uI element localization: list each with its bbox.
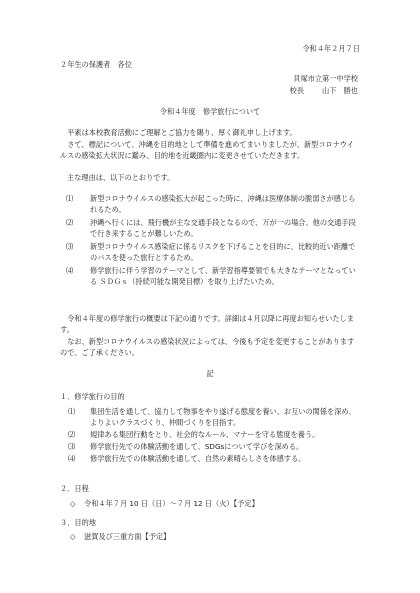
purpose-item bbox=[60, 406, 360, 428]
section-heading-destination: ３．目的地 bbox=[60, 518, 96, 527]
paragraph-overview: 令和４年度の修学旅行の概要は下記の通りです。詳細は４月以降に再度お知らせいたします。 bbox=[60, 314, 354, 334]
purpose-text: 集団生活を通して、協力して物事をやり遂げる態度を養い、お互いの関係を深め、よりよいクラスづくり、仲間づくりを目指す。 bbox=[90, 407, 356, 427]
reason-text: 修学旅行に伴う学習のテーマとして、新学習指導要領でも大きなテーマとなっている ＳＤＧｓ（持続可能な開発目標）を取り上げたいため。 bbox=[90, 266, 356, 286]
purpose-text: 修学旅行先での体験活動を通して、SDGsについて学びを深める。 bbox=[90, 442, 304, 451]
purpose-number: ⑵ bbox=[68, 430, 76, 439]
reason-number: ⑵ bbox=[66, 218, 74, 227]
reason-item bbox=[60, 193, 360, 215]
ki-heading: 記 bbox=[206, 369, 214, 378]
paragraph-greeting: 平素は本校教育活動にご理解とご協力を賜り、厚く御礼申し上げます。 bbox=[67, 128, 297, 137]
reason-text: 新型コロナウイルスの感染拡大が起こった時に、沖縄は医療体制の脆弱さが感じられるため。 bbox=[90, 194, 356, 214]
document-title: 令和４年度 修学旅行について bbox=[159, 107, 261, 116]
purpose-item bbox=[60, 453, 360, 464]
purpose-number: ⑶ bbox=[68, 442, 76, 451]
principal bbox=[290, 86, 358, 95]
reason-item bbox=[60, 265, 360, 287]
reason-text: 新型コロナウイルス感染症に係るリスクを下げることを目的に、比較的近い距離でのバスを使った旅行とするため。 bbox=[90, 242, 356, 262]
reason-list bbox=[60, 193, 360, 289]
paragraph-reasons-intro: 主な理由は、以下のとおりです。 bbox=[67, 173, 175, 182]
reason-item bbox=[60, 217, 360, 239]
destination-text: 滋賀及び三重方面【予定】 bbox=[84, 532, 171, 541]
destination-line bbox=[70, 532, 170, 541]
purpose-text: 修学旅行先での体験活動を通して、自然の素晴らしさを体感する。 bbox=[90, 454, 306, 463]
paragraph-notice: さて、標記について、沖縄を目的地として準備を進めてまいりましたが、新型コロナウイルスの感染拡大状況に鑑み、目的地を近畿圏内に変更させていただきます。 bbox=[60, 140, 355, 160]
reason-number: ⑴ bbox=[66, 194, 74, 203]
principal-role: 校長 bbox=[289, 86, 305, 95]
schedule-text: 令和４年７月 10 日（日）〜７月 12 日（火）【予定】 bbox=[84, 499, 259, 508]
section-heading-schedule: ２．日程 bbox=[60, 484, 89, 493]
purpose-item bbox=[60, 441, 360, 452]
section-heading-purpose: １．修学旅行の目的 bbox=[60, 392, 125, 401]
principal-name: 山下 勝也 bbox=[322, 86, 358, 95]
purpose-list bbox=[60, 406, 360, 465]
date: 令和４年２月７日 bbox=[302, 44, 360, 53]
reason-number: ⑶ bbox=[66, 242, 74, 251]
paragraph-note: なお、新型コロナウイルスの感染状況によっては、今後も予定を変更することがありますので、ご了承ください。 bbox=[60, 337, 355, 357]
diamond-bullet-icon: ◇ bbox=[70, 532, 76, 541]
purpose-text: 規律ある集団行動をとり、社会的なルール、マナーを守る態度を養う。 bbox=[90, 430, 320, 439]
schedule-line bbox=[70, 499, 259, 508]
addressee: ２年生の保護者 各位 bbox=[60, 60, 132, 69]
purpose-item bbox=[60, 429, 360, 440]
reason-text: 沖縄へ行くには、飛行機が主な交通手段となるので、万が一の場合、他の交通手段で行き来することが難しいため。 bbox=[90, 218, 356, 238]
reason-item bbox=[60, 241, 360, 263]
purpose-number: ⑴ bbox=[68, 407, 76, 416]
diamond-bullet-icon: ◇ bbox=[70, 499, 76, 508]
school-name: 貝塚市立第一中学校 bbox=[293, 74, 358, 83]
purpose-number: ⑷ bbox=[68, 454, 76, 463]
reason-number: ⑷ bbox=[66, 266, 74, 275]
